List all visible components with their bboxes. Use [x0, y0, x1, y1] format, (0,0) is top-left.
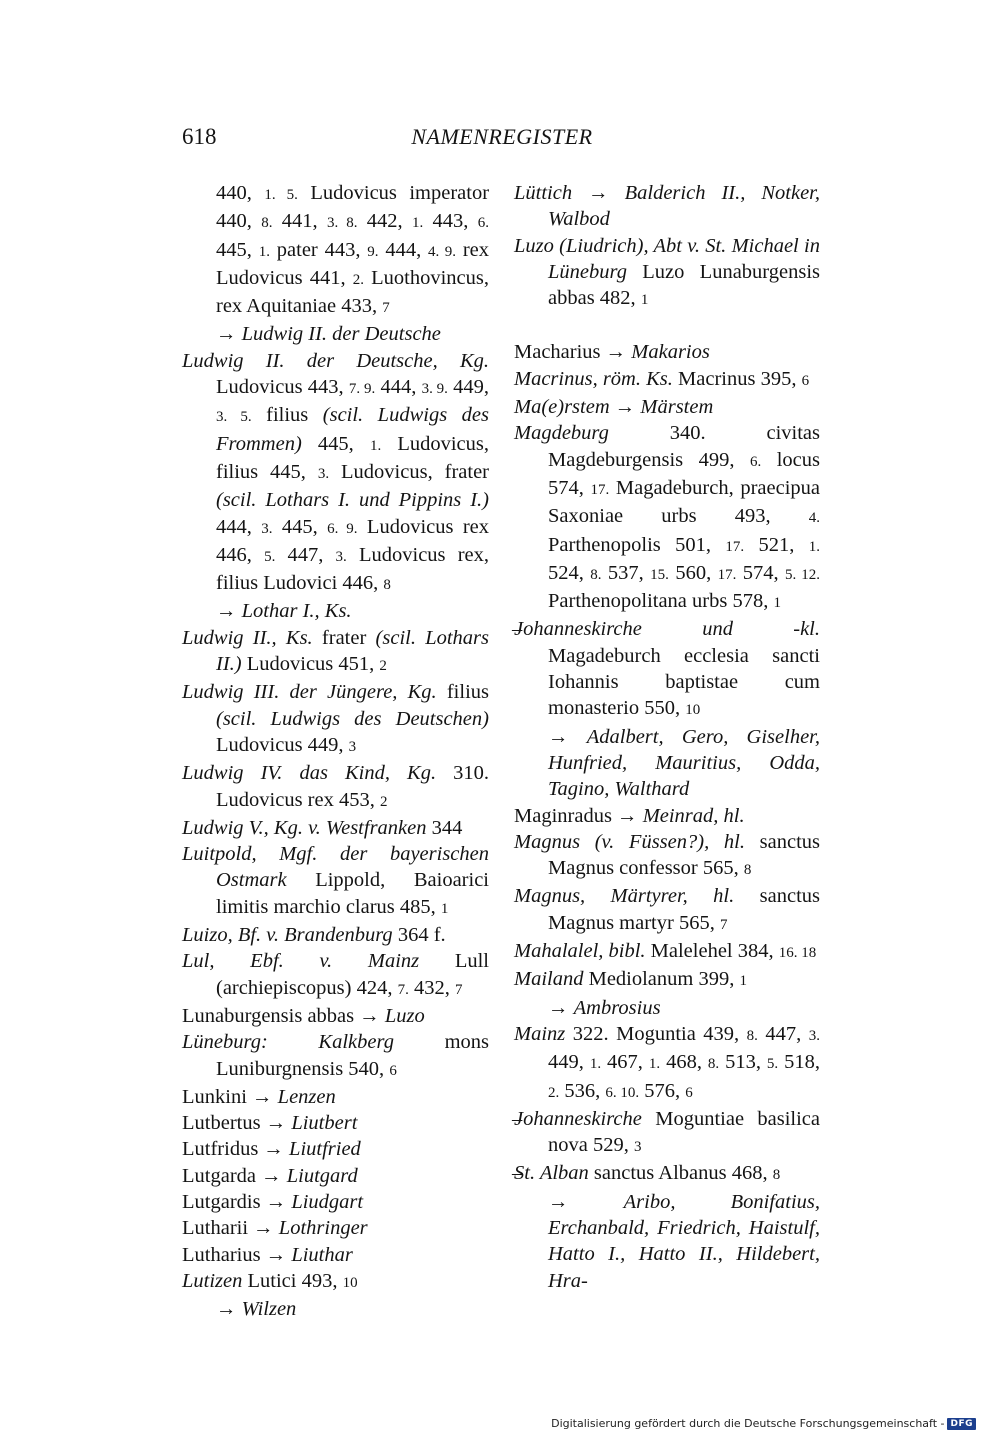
left_column-index-entry: Luitpold, Mgf. der bayerischen Ostmark Lippold, Baioarici limitis marchio clarus 485, 1 — [182, 843, 489, 918]
left_column-index-entry: Ludwig II., Ks. frater (scil. Lothars II.) Ludovicus 451, 2 — [182, 626, 490, 676]
left_column-index-entry: Lutharii → Lothringer — [182, 1217, 368, 1240]
footer-text: Digitalisierung gefördert durch die Deutsche Forschungsgemeinschaft - — [551, 1417, 945, 1430]
left_column-index-entry: 440, 1. 5. Ludovicus imperator 440, 8. 441, 3. 8. 442, 1. 443, 6. 445, 1. pater 443, 9. 444, 4. 9. rex Ludovicus 441, 2. Luothovincus, rex Aquitaniae 433, 7 — [216, 182, 490, 318]
left_column-index-entry: Luizo, Bf. v. Brandenburg 364 f. — [182, 924, 446, 947]
left_column-index-entry: Ludwig III. der Jüngere, Kg. filius (scil. Ludwigs des Deutschen) Ludovicus 449, 3 — [182, 681, 489, 756]
right_column-index-entry: Macrinus, röm. Ks. Macrinus 395, 6 — [514, 367, 810, 390]
left_column-index-entry: Lutbertus → Liutbert — [182, 1112, 358, 1135]
left-column — [182, 180, 489, 1322]
right-column — [514, 180, 820, 1294]
left_column-index-entry: Lunaburgensis abbas → Luzo — [182, 1004, 425, 1027]
right_column-index-entry: → Adalbert, Gero, Giselher, Hunfried, Mauritius, Odda, Tagino, Walthard — [548, 725, 821, 801]
left_column-index-entry: → Wilzen — [216, 1298, 297, 1321]
left_column-index-entry: Lutgarda → Liutgard — [182, 1164, 358, 1187]
footer-credit — [551, 1417, 976, 1430]
left_column-index-entry: Lul, Ebf. v. Mainz Lull (archiepiscopus) 424, 7. 432, 7 — [182, 950, 489, 999]
left_column-index-entry: Ludwig II. der Deutsche, Kg. Ludovicus 443, 7. 9. 444, 3. 9. 449, 3. 5. filius (scil. Ludwigs des Frommen) 445, 1. Ludovicus, filius 445, 3. Ludovicus, frater (scil. Lothars I. und Pippins I.) 444, 3. 445, 6. 9. Ludovicus rex 446, 5. 447, 3. Ludovicus rex, filius Ludovici 446, 8 — [182, 349, 490, 595]
left_column-index-entry: Ludwig V., Kg. v. Westfranken 344 — [182, 816, 463, 839]
right_column-index-entry: Macharius → Makarios — [514, 341, 710, 364]
left_column-index-entry: Lüneburg: Kalkberg mons Luniburgnensis 540, 6 — [182, 1031, 489, 1080]
dfg-logo: DFG — [947, 1418, 976, 1430]
left_column-index-entry: Lutfridus → Liutfried — [182, 1138, 361, 1161]
page-header — [182, 124, 822, 158]
left_column-index-entry: → Lothar I., Ks. — [216, 600, 352, 623]
right_column-index-entry: Mahalalel, bibl. Malelehel 384, 16. 18 — [514, 940, 817, 963]
right_column-index-entry: Mailand Mediolanum 399, 1 — [514, 968, 747, 991]
right_column-index-entry: – Johanneskirche Moguntiae basilica nova 529, 3 — [514, 1106, 820, 1161]
page-number: 618 — [182, 124, 217, 149]
right_column-index-entry: – Johanneskirche und -kl. Magadeburch ecclesia sancti Iohannis baptistae cum monasterio 550, 10 — [514, 616, 820, 723]
left_column-index-entry: Lunkini → Lenzen — [182, 1085, 336, 1108]
right_column-index-entry: – St. Alban sanctus Albanus 468, 8 — [514, 1160, 820, 1188]
right_column-index-entry: Ma(e)rstem → Märstem — [514, 396, 714, 419]
right_column-index-entry: Luzo (Liudrich), Abt v. St. Michael in Lüneburg Luzo Lunaburgensis abbas 482, 1 — [514, 234, 820, 310]
left_column-index-entry: Lutharius → Liuthar — [182, 1243, 353, 1266]
left_column-index-entry: Ludwig IV. das Kind, Kg. 310. Ludovicus rex 453, 2 — [182, 762, 490, 811]
right_column-index-entry: Magnus, Märtyrer, hl. sanctus Magnus martyr 565, 7 — [514, 885, 820, 934]
running-head: NAMENREGISTER — [411, 124, 593, 149]
right_column-index-entry: Magdeburg 340. civitas Magdeburgensis 499, 6. locus 574, 17. Magadeburch, praecipua Saxoniae urbs 493, 4. Parthenopolis 501, 17. 521, 1. 524, 8. 537, 15. 560, 17. 574, 5. 12. Parthenopolitana urbs 578, 1 — [514, 422, 820, 613]
left_column-index-entry: → Ludwig II. der Deutsche — [216, 323, 441, 346]
right_column-index-entry: Magnus (v. Füssen?), hl. sanctus Magnus confessor 565, 8 — [514, 830, 820, 880]
right_column-index-entry: → Aribo, Bonifatius, Erchanbald, Friedrich, Haistulf, Hatto I., Hatto II., Hildebert, Hra- — [548, 1190, 821, 1292]
right_column-index-entry: → Ambrosius — [548, 996, 661, 1019]
left_column-index-entry: Lutgardis → Liudgart — [182, 1190, 364, 1213]
left_column-index-entry: Lutizen Lutici 493, 10 — [182, 1269, 358, 1292]
right_column-index-entry: Lüttich → Balderich II., Notker, Walbod — [514, 182, 821, 231]
right_column-index-entry: Maginradus → Meinrad, hl. — [514, 804, 745, 827]
right_column-index-entry: Mainz 322. Moguntia 439, 8. 447, 3. 449, 1. 467, 1. 468, 8. 513, 5. 518, 2. 536, 6. 10. 576, 6 — [514, 1022, 820, 1102]
